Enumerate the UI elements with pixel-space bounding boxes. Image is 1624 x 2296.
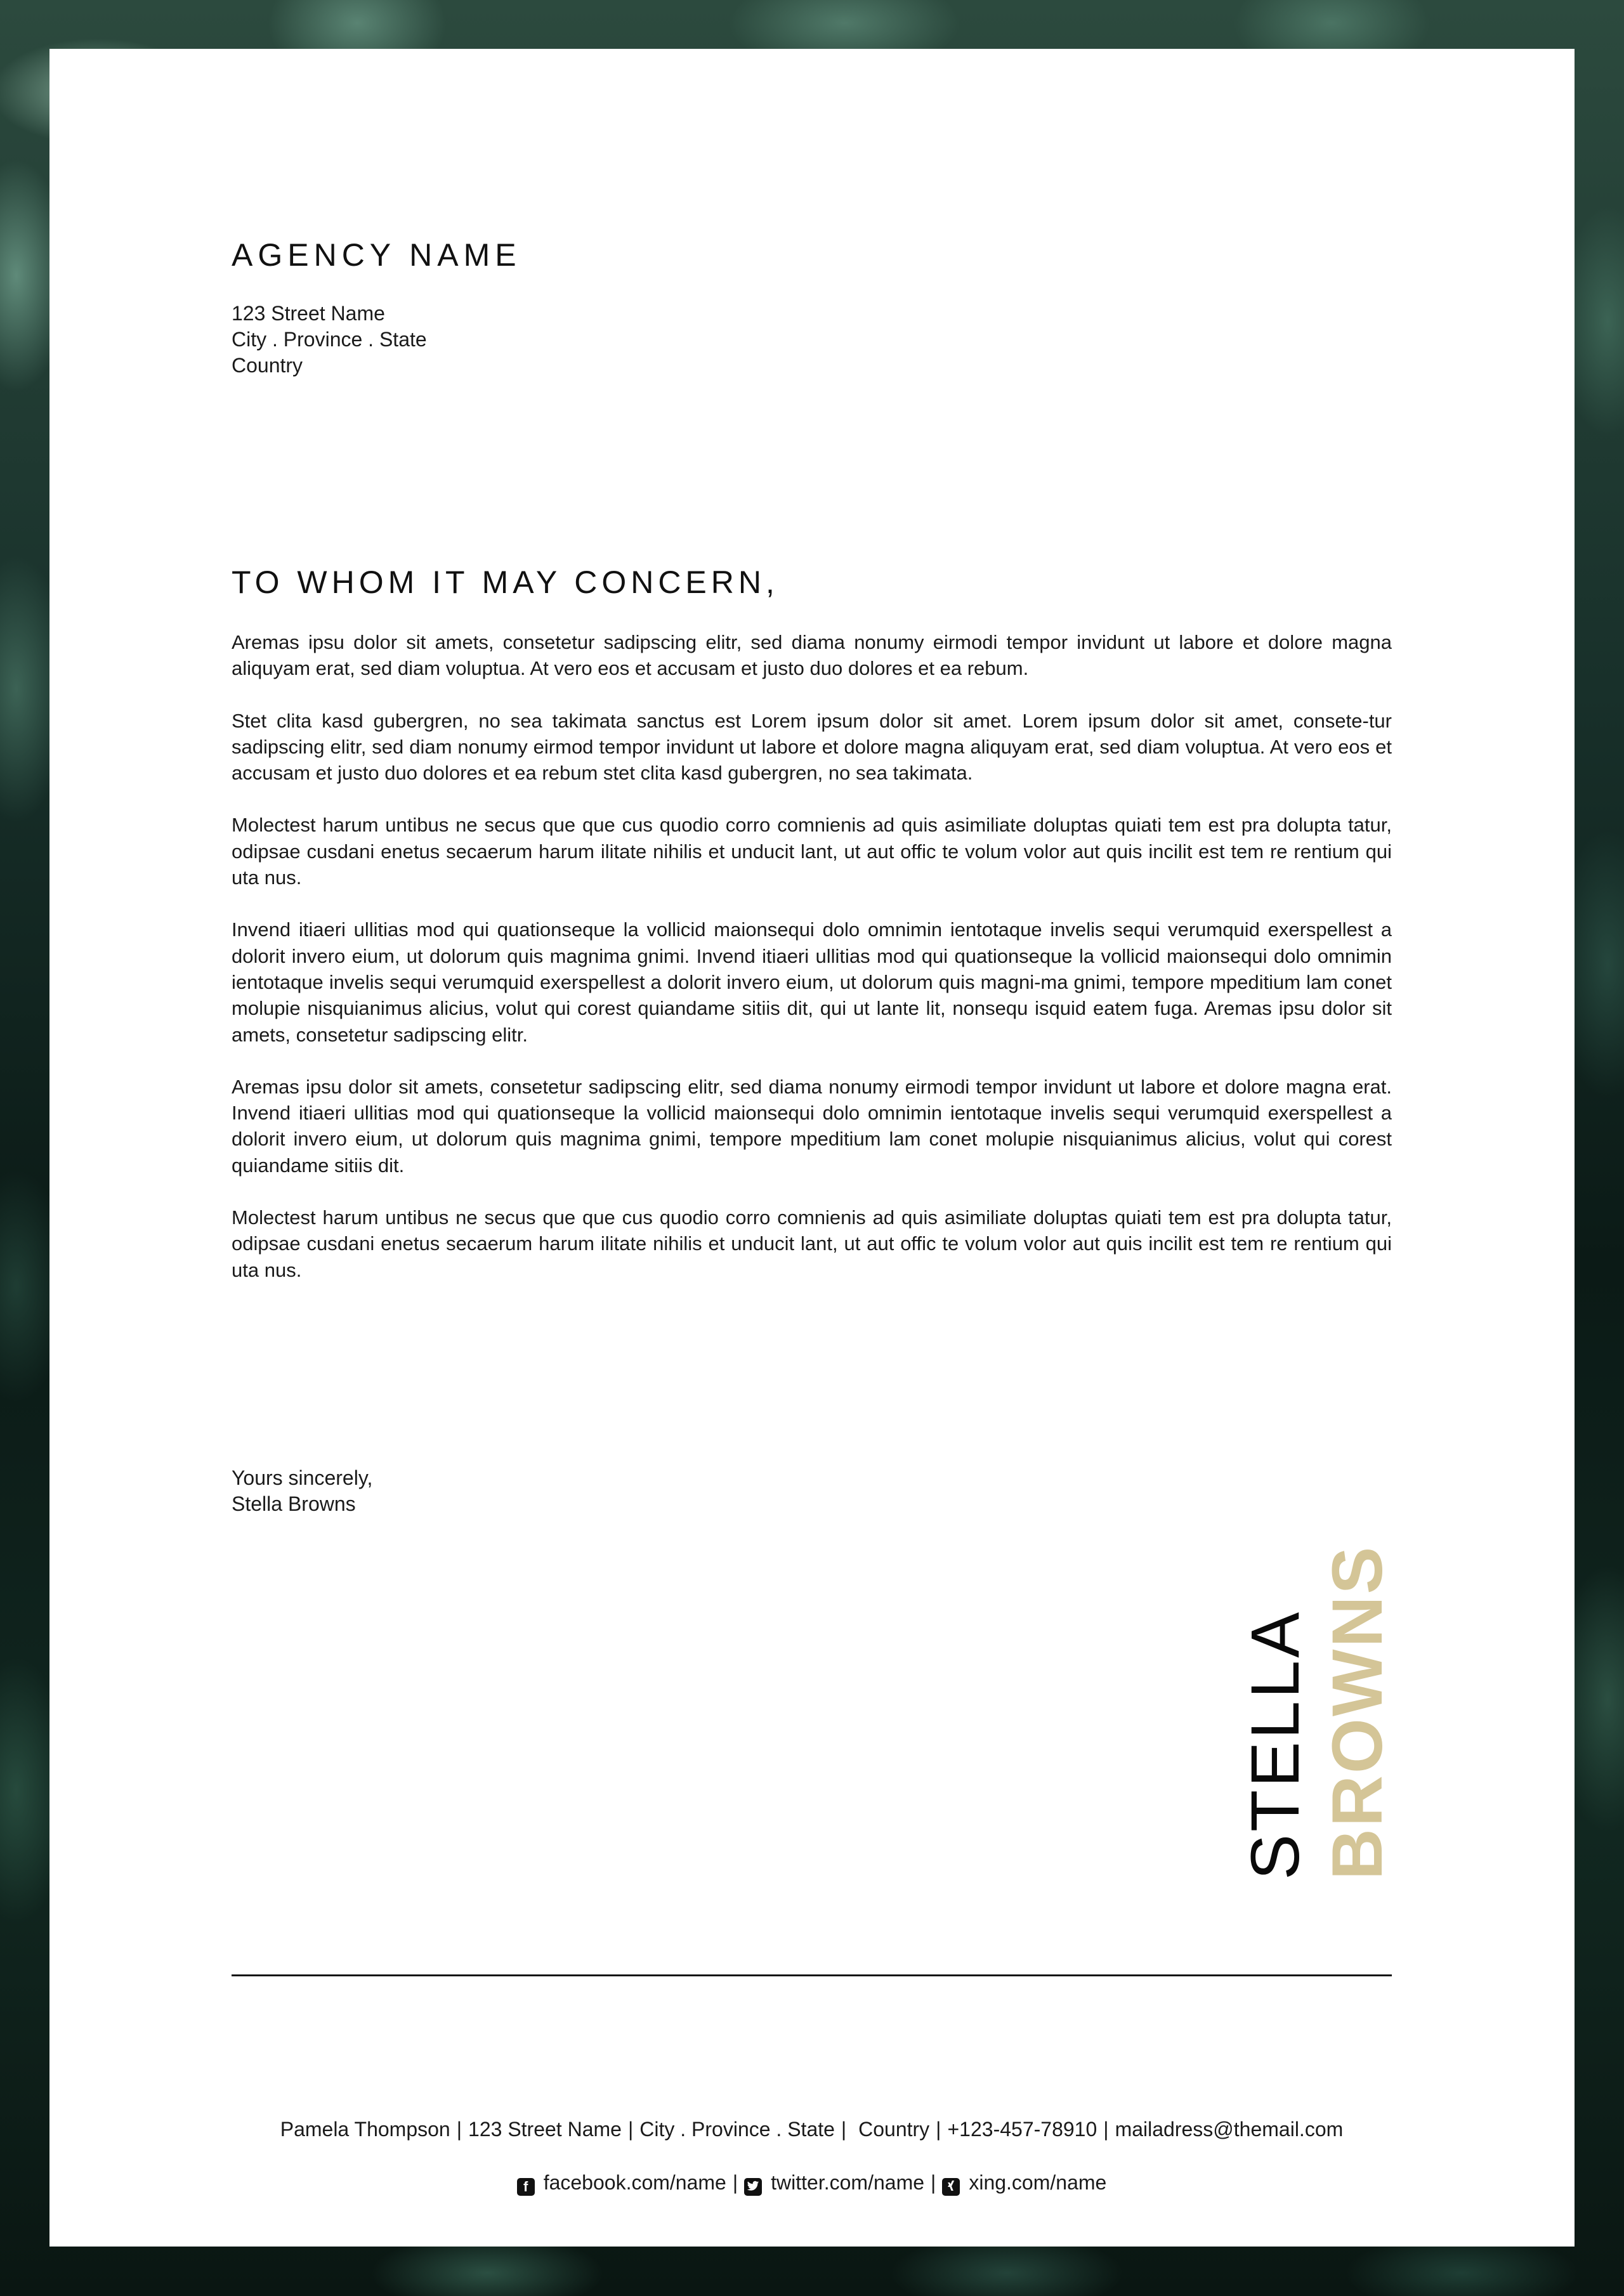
closing-block (232, 1465, 372, 1517)
body-paragraph: Stet clita kasd gubergren, no sea takimata sanctus est Lorem ipsum dolor sit amet. Lorem ipsum dolor sit amet, consete-tur sadipscing elitr, sed diam nonumy eirmod tempor invidunt ut labore et dolore magna aliquyam erat, sed diam voluptua. At vero eos et accusam et justo duo dolores et ea rebum stet clita kasd gubergren, no sea takimata. (232, 709, 1392, 785)
xing-square-icon (942, 2178, 960, 2196)
separator: | (456, 2118, 462, 2141)
twitter-square-icon (744, 2178, 762, 2196)
letter-body (232, 629, 1392, 1309)
footer-contact-line (232, 2118, 1392, 2141)
facebook-square-icon: f (517, 2178, 535, 2196)
letter-page (49, 49, 1575, 2247)
salutation-heading: TO WHOM IT MAY CONCERN, (232, 564, 779, 600)
body-paragraph: Invend itiaeri ullitias mod qui quationseque la vollicid maionsequi dolo omnimin ientotaque invelis sequi verumquid exerspellest a dolorit invero eium, ut dolorum quis magnima gnimi. Invend itiaeri ullitias mod qui quationseque la vollicid maionsequi dolo omnimin ientotaque invelis sequi verumquid exerspellest a dolorit invero eium, ut dolorum quis magni-ma gnimi, tempore mpeditium lam conet molupie nisquianimus alicius, volut qui corest quiandame sitiis dit, qui ut lante lit, nonsequ isquid eatem fuga. Aremas ipsu dolor sit amets, consetetur sadipscing elitr. (232, 918, 1392, 1046)
separator: | (627, 2118, 634, 2141)
body-paragraph: Aremas ipsu dolor sit amets, consetetur sadipscing elitr, sed diama nonumy eirmodi tempor invidunt ut labore et dolore magna erat. Invend itiaeri ullitias mod qui quationseque la vollicid maionsequi dolo omnimin ientotaque invelis sequi verumquid exerspellest a dolorit invero eium, ut dolorum quis magnima gnimi, tempore mpeditium lam conet molupie nisquianimus alicius, volut qui corest quiandame sitiis dit. (232, 1075, 1392, 1177)
address-country: Country (232, 354, 303, 377)
facebook-link[interactable] (517, 2171, 726, 2194)
body-paragraph: Aremas ipsu dolor sit amets, consetetur sadipscing elitr, sed diama nonumy eirmodi tempor invidunt ut labore et dolore magna aliquyam erat, sed diam voluptua. At vero eos et accusam et justo duo dolores et ea rebum. (232, 631, 1392, 680)
contact-street: 123 Street Name (468, 2118, 622, 2141)
agency-address (232, 301, 427, 379)
body-paragraph: Molectest harum untibus ne secus que que cus quodio corro comnienis ad quis asimiliate doluptas quiati tem est pra dolupta tatur, odipsae cusdani enetus secaerum harum ilitate nihilis et unducit lant, ut aut offic te volum volor aut quis incilit est tem re rentium qui uta nus. (232, 1206, 1392, 1281)
contact-country: Country (858, 2118, 930, 2141)
separator: | (931, 2171, 936, 2194)
separator: | (732, 2171, 738, 2194)
closing-phrase: Yours sincerely, (232, 1466, 373, 1489)
name-first: STELLA (1236, 1609, 1313, 1880)
address-street: 123 Street Name (232, 302, 385, 325)
separator: | (1103, 2118, 1109, 2141)
xing-label: xing.com/name (969, 2171, 1107, 2194)
facebook-label: facebook.com/name (543, 2171, 726, 2194)
agency-name: AGENCY NAME (232, 237, 521, 273)
contact-city-line: City . Province . State (639, 2118, 835, 2141)
contact-email-link[interactable]: mailadress@themail.com (1115, 2118, 1344, 2141)
body-paragraph: Molectest harum untibus ne secus que que cus quodio corro comnienis ad quis asimiliate doluptas quiati tem est pra dolupta tatur, odipsae cusdani enetus secaerum harum ilitate nihilis et unducit lant, ut aut offic te volum volor aut quis incilit est tem re rentium qui uta nus. (232, 814, 1392, 889)
twitter-label: twitter.com/name (771, 2171, 925, 2194)
vertical-name-logo (1236, 1544, 1397, 1880)
address-city-line: City . Province . State (232, 328, 427, 351)
contact-name: Pamela Thompson (280, 2118, 450, 2141)
footer-social-line (232, 2171, 1392, 2196)
separator: | (841, 2118, 847, 2141)
twitter-link[interactable] (744, 2171, 924, 2194)
contact-phone[interactable]: +123-457-78910 (947, 2118, 1097, 2141)
signature-name: Stella Browns (232, 1492, 356, 1515)
name-last: BROWNS (1318, 1544, 1397, 1880)
xing-link[interactable] (942, 2171, 1106, 2194)
footer-divider (232, 1974, 1392, 1976)
separator: | (936, 2118, 941, 2141)
